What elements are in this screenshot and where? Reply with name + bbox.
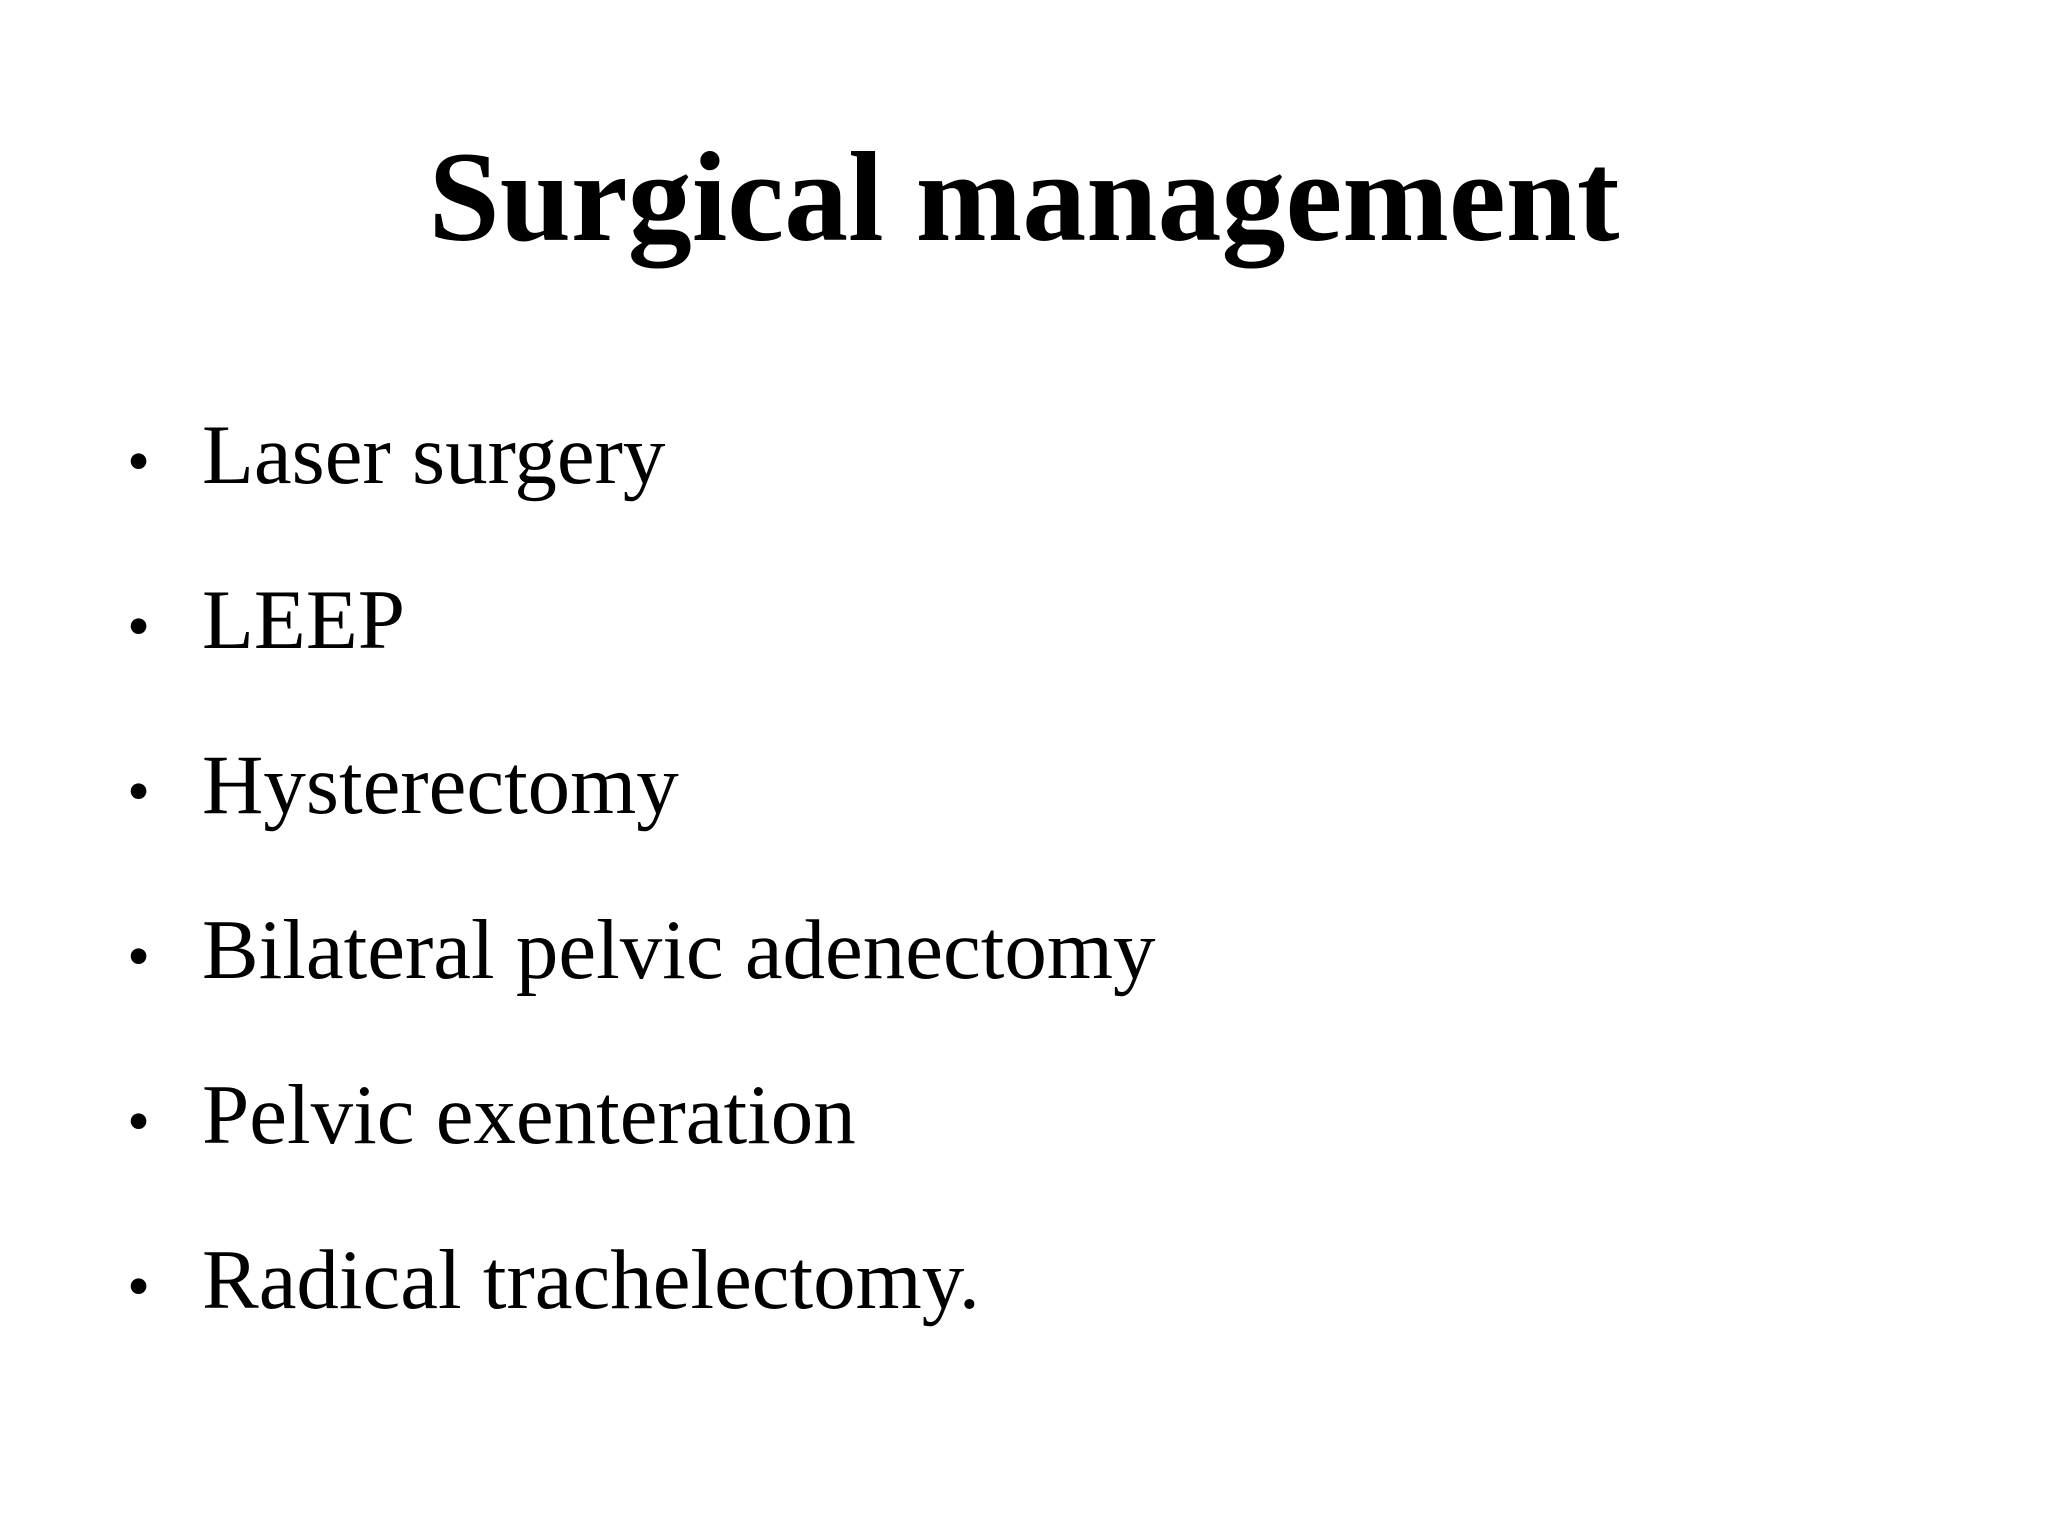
bullet-text: Pelvic exenteration bbox=[202, 1068, 856, 1162]
slide-title: Surgical management bbox=[428, 126, 1620, 268]
list-item bbox=[127, 565, 1927, 730]
bullet-icon: • bbox=[127, 425, 151, 498]
list-item bbox=[127, 1225, 1927, 1390]
bullet-icon: • bbox=[127, 590, 151, 663]
bullet-icon: • bbox=[127, 755, 151, 828]
bullet-icon: • bbox=[127, 920, 151, 993]
bullet-icon: • bbox=[127, 1085, 151, 1158]
list-item bbox=[127, 730, 1927, 895]
bullet-text: Hysterectomy bbox=[202, 738, 679, 832]
bullet-text: LEEP bbox=[202, 573, 406, 667]
bullet-icon: • bbox=[127, 1250, 151, 1323]
bullet-text: Bilateral pelvic adenectomy bbox=[202, 903, 1156, 997]
bullet-text: Laser surgery bbox=[202, 408, 666, 502]
bullet-list bbox=[127, 400, 1927, 1390]
list-item bbox=[127, 1060, 1927, 1225]
bullet-text: Radical trachelectomy. bbox=[202, 1233, 980, 1327]
list-item bbox=[127, 895, 1927, 1060]
list-item bbox=[127, 400, 1927, 565]
